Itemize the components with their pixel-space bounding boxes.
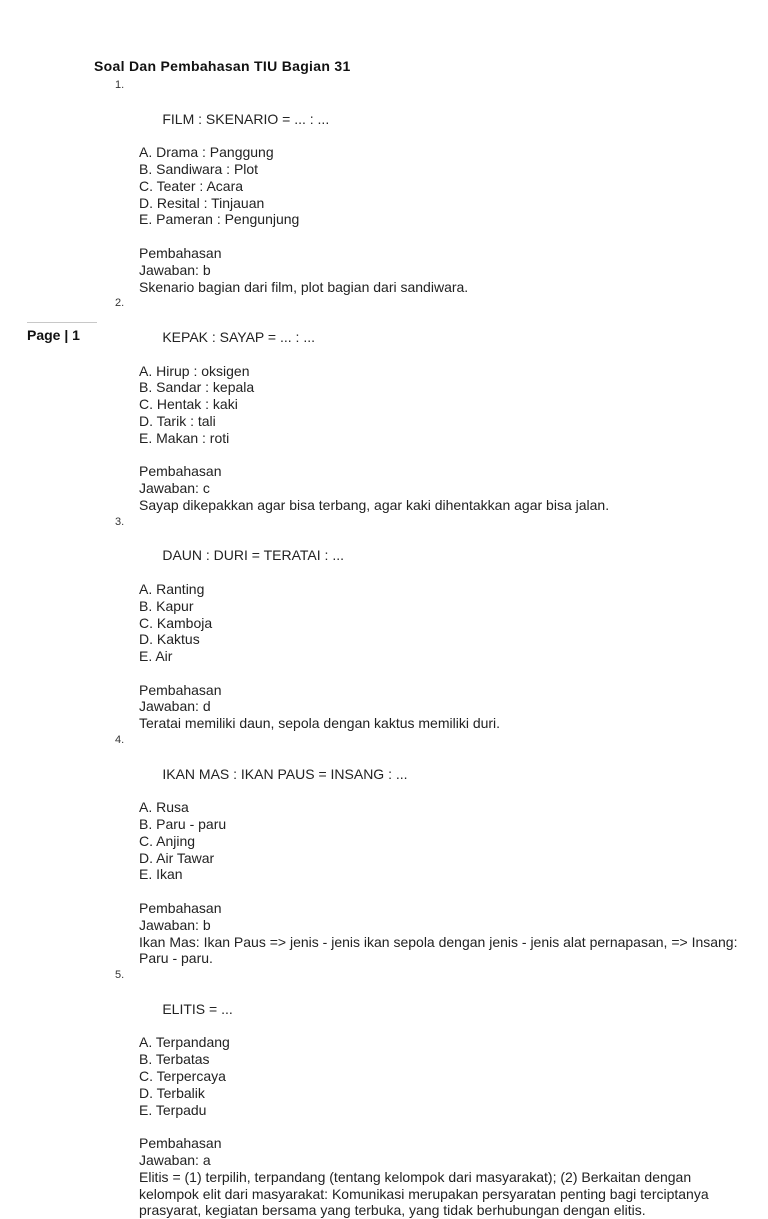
spacer xyxy=(139,1118,739,1135)
pembahasan-heading: Pembahasan xyxy=(139,463,222,480)
option-d: D. Resital : Tinjauan xyxy=(139,194,265,211)
answer-key: Jawaban: d xyxy=(139,698,211,715)
question-number: 3. xyxy=(115,515,125,528)
option-c: C. Terpercaya xyxy=(139,1068,226,1085)
option-c: C. Hentak : kaki xyxy=(139,396,238,413)
option-a: A. Hirup : oksigen xyxy=(139,362,250,379)
option-a: A. Ranting xyxy=(139,580,205,597)
question-number: 5. xyxy=(115,969,125,982)
option-d: D. Terbalik xyxy=(139,1084,205,1101)
answer-key: Jawaban: b xyxy=(139,261,211,278)
explanation-text: Sayap dikepakkan agar bisa terbang, agar kaki dihentakkan agar bisa jalan. xyxy=(139,496,610,513)
document-body xyxy=(115,77,742,1219)
answer-key: Jawaban: c xyxy=(139,480,210,497)
pembahasan-heading: Pembahasan xyxy=(139,900,222,917)
question-text xyxy=(115,514,739,581)
question-text xyxy=(115,295,739,362)
option-b: B. Sandiwara : Plot xyxy=(139,160,259,177)
explanation-text: Skenario bagian dari film, plot bagian dari sandiwara. xyxy=(139,278,469,295)
option-a: A. Terpandang xyxy=(139,1034,230,1051)
pembahasan-heading: Pembahasan xyxy=(139,1135,222,1152)
question-stem: KEPAK : SAYAP = ... : ... xyxy=(162,328,315,345)
option-a: A. Drama : Panggung xyxy=(139,144,274,161)
page-number-label: Page | 1 xyxy=(27,322,97,343)
option-e: E. Pameran : Pengunjung xyxy=(139,211,300,228)
question-number: 2. xyxy=(115,297,125,310)
spacer xyxy=(139,447,739,464)
option-b: B. Terbatas xyxy=(139,1051,210,1068)
document-title: Soal Dan Pembahasan TIU Bagian 31 xyxy=(94,58,351,74)
question-text xyxy=(115,77,739,144)
option-d: D. Kaktus xyxy=(139,631,200,648)
explanation-text: Ikan Mas: Ikan Paus => jenis - jenis ikan sepola dengan jenis - jenis alat pernapasan, => Insang: Paru - paru. xyxy=(139,933,742,967)
option-c: C. Anjing xyxy=(139,832,196,849)
option-b: B. Sandar : kepala xyxy=(139,379,255,396)
spacer xyxy=(139,228,739,245)
explanation-text: Elitis = (1) terpilih, terpandang (tentang kelompok dari masyarakat); (2) Berkaitan dengan kelompok elit dari masyarakat: Komunikasi merupakan persyaratan penting bagi terciptanya prasyarat, kegiatan bersama yang terbuka, yang tidak berhubungan dengan elitis. xyxy=(139,1168,713,1219)
option-e: E. Terpadu xyxy=(139,1101,207,1118)
question-block xyxy=(115,77,739,295)
question-number: 1. xyxy=(115,79,125,91)
option-d: D. Tarik : tali xyxy=(139,412,216,429)
question-block xyxy=(115,967,739,1219)
explanation-text: Teratai memiliki daun, sepola dengan kaktus memiliki duri. xyxy=(139,715,501,732)
option-b: B. Paru - paru xyxy=(139,816,227,833)
option-e: E. Air xyxy=(139,648,173,665)
question-block xyxy=(115,514,739,732)
spacer xyxy=(139,883,739,900)
answer-key: Jawaban: b xyxy=(139,916,211,933)
question-stem: DAUN : DURI = TERATAI : ... xyxy=(162,547,344,564)
spacer xyxy=(139,665,739,682)
option-b: B. Kapur xyxy=(139,597,194,614)
pembahasan-heading: Pembahasan xyxy=(139,244,222,261)
question-block xyxy=(115,295,739,513)
option-c: C. Kamboja xyxy=(139,614,213,631)
question-text xyxy=(115,967,739,1034)
question-stem: ELITIS = ... xyxy=(162,1000,233,1017)
question-stem: IKAN MAS : IKAN PAUS = INSANG : ... xyxy=(162,765,408,782)
question-block xyxy=(115,732,742,967)
option-e: E. Ikan xyxy=(139,866,183,883)
question-text xyxy=(115,732,739,799)
option-d: D. Air Tawar xyxy=(139,849,215,866)
option-c: C. Teater : Acara xyxy=(139,177,244,194)
question-number: 4. xyxy=(115,734,125,747)
pembahasan-heading: Pembahasan xyxy=(139,681,222,698)
option-e: E. Makan : roti xyxy=(139,429,230,446)
answer-key: Jawaban: a xyxy=(139,1152,211,1168)
question-stem: FILM : SKENARIO = ... : ... xyxy=(162,110,330,127)
option-a: A. Rusa xyxy=(139,799,189,816)
